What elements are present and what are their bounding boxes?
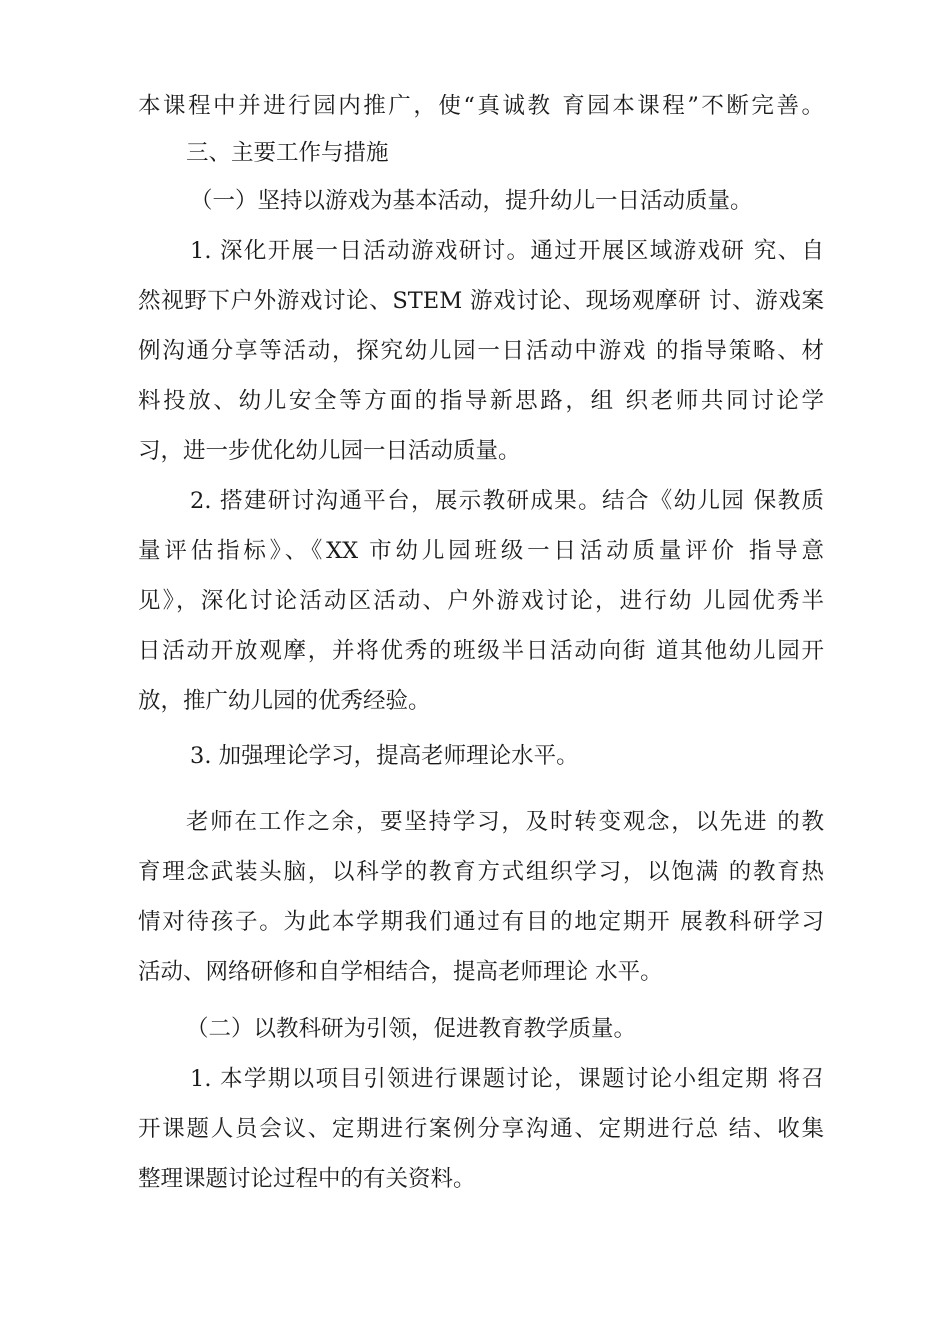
text-line: 活动、网络研修和自学相结合，提高老师理论 水平。 [138,959,663,985]
text-line: 放，推广幼儿园的优秀经验。 [138,688,431,714]
text-line: 1. 深化开展一日活动游戏研讨。通过开展区域游戏研 究、自 [190,238,824,264]
text-line: 情对待孩子。为此本学期我们通过有目的地定期开 展教科研学习 [138,909,824,935]
text-line: 育理念武装头脑，以科学的教育方式组织学习，以饱满 的教育热 [138,859,824,885]
text-line: 老师在工作之余，要坚持学习，及时转变观念，以先进 的教 [186,809,824,835]
text-line: 习，进一步优化幼儿园一日活动质量。 [138,438,521,464]
text-line: 本课程中并进行园内推广，使“真诚教 育园本课程”不断完善。 [138,93,824,119]
text-line: 见》，深化讨论活动区活动、户外游戏讨论，进行幼 儿园优秀半 [138,588,824,614]
text-line: 料投放、幼儿安全等方面的指导新思路，组 织老师共同讨论学 [138,388,824,414]
text-line: 2. 搭建研讨沟通平台，展示教研成果。结合《幼儿园 保教质 [190,488,824,514]
text-line: 日活动开放观摩，并将优秀的班级半日活动向街 道其他幼儿园开 [138,638,824,664]
subsection-heading: （二）以教科研为引领，促进教育教学质量。 [186,1016,637,1042]
text-line: 例沟通分享等活动，探究幼儿园一日活动中游戏 的指导策略、材 [138,338,824,364]
text-line: 开课题人员会议、定期进行案例分享沟通、定期进行总 结、收集 [138,1116,824,1142]
section-heading: 三、主要工作与措施 [186,140,389,166]
text-line: 然视野下户外游戏讨论、STEM 游戏讨论、现场观摩研 讨、游戏案 [138,288,824,314]
text-line: 1. 本学期以项目引领进行课题讨论，课题讨论小组定期 将召 [190,1066,824,1092]
text-line: 整理课题讨论过程中的有关资料。 [138,1166,476,1192]
text-line: 量评估指标》、《XX 市幼儿园班级一日活动质量评价 指导意 [138,538,824,564]
subsection-heading: （一）坚持以游戏为基本活动，提升幼儿一日活动质量。 [190,188,753,214]
subsection-heading: 3. 加强理论学习，提高老师理论水平。 [190,743,579,769]
